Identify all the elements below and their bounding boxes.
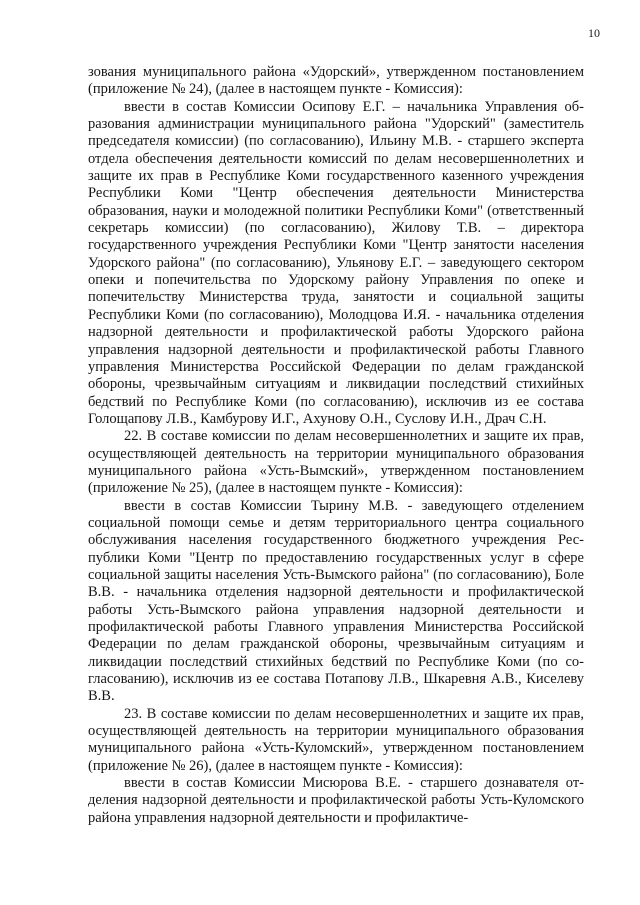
paragraph-item-23: 23. В составе комиссии по делам несовершеннолетних и защите их прав, осуществляющей деятельность на территории муниципального образования муниципального района «Усть-Куломский», утвержденном постановлением (приложение № 26), (далее в настоящем пункте - Комиссия): xyxy=(88,705,584,774)
paragraph-continuation: зования муниципального района «Удорский», утвержденном постановлением (приложение № 24), (далее в настоящем пункте - Комиссия): xyxy=(88,64,584,98)
paragraph-ust-kulomsky-changes: ввести в состав Комиссии Мисюрова В.Е. - старшего дознавателя отделения надзорной деятельности и профилактической работы Усть-Куломского района управления надзорной деятельности и профилактиче- xyxy=(88,775,584,826)
paragraph-udorsky-changes: ввести в состав Комиссии Осипову Е.Г. – начальника Управления образования администрации муниципального района "Удорский" (заместитель председателя комиссии) (по согласованию), Ильину М.В. - старшего эксперта отдела обеспечения деятельности комиссий по делам несовершеннолетних и защите их прав в Республике Коми государственного казенного учреждения Республики Коми "Центр обеспечения деятельности Министерства образования, науки и молодежной политики Республики Коми" (ответственный секретарь комиссии) (по согласованию), Жилову Т.В. – директора государственного учреждения Республики Коми "Центр занятости населения Удорского района" (по согласованию), Ульянову Е.Г. – заведующего сектором опеки и попечительства по Удорскому району Управления по опеке и попечительству Министерства труда, занятости и социальной защиты Республики Коми (по согласованию), Молодцова И.Я. - начальника отделения надзорной деятельности и профилактической работы Удорского района управления надзорной деятельности и профилактической работы Главного управления Министерства Российской Федерации по делам гражданской обороны, чрезвычайным ситуациям и ликвидации последствий стихийных бедствий по Республике Коми (по согласованию), исключив из ее состава Голощапову Л.В., Камбурову И.Г., Ахунову О.Н., Суслову И.Н., Драч С.Н. xyxy=(88,98,584,427)
paragraph-ust-vymsky-changes: ввести в состав Комиссии Тырину М.В. - заведующего отделением социальной помощи семье и детям территориального центра социального обслуживания населения государственного бюджетного учреждения Республики Коми "Центр по предоставлению государственных услуг в сфере социальной защиты населения Усть-Вымского района" (по согласованию), Боле В.В. - начальника отделения надзорной деятельности и профилактической работы Усть-Вымского района управления надзорной деятельности и профилактической работы Главного управления Министерства Российской Федерации по делам гражданской обороны, чрезвычайным ситуациям и ликвидации последствий стихийных бедствий по Республике Коми (по согласованию), исключив из ее состава Потапову Л.В., Шкаревня А.В., Киселеву В.В. xyxy=(88,497,584,705)
document-body xyxy=(88,64,584,827)
page-number: 10 xyxy=(588,26,600,40)
paragraph-item-22: 22. В составе комиссии по делам несовершеннолетних и защите их прав, осуществляющей деятельность на территории муниципального образования муниципального района «Усть-Вымский», утвержденном постановлением (приложение № 25), (далее в настоящем пункте - Комиссия): xyxy=(88,428,584,497)
